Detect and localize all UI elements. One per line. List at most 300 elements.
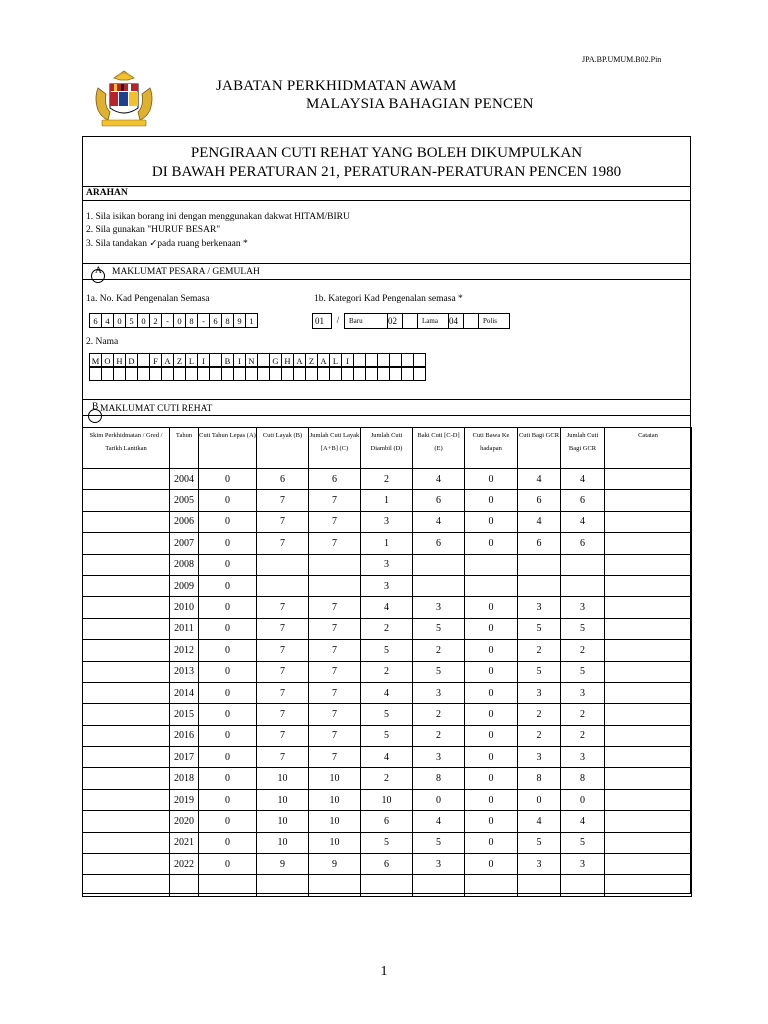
table-cell[interactable]: 4 bbox=[413, 511, 465, 532]
table-cell[interactable] bbox=[83, 811, 170, 832]
ic-char-box[interactable]: 4 bbox=[101, 313, 114, 328]
table-cell[interactable] bbox=[257, 875, 309, 896]
table-cell[interactable] bbox=[83, 725, 170, 746]
table-cell[interactable]: 5 bbox=[561, 832, 605, 853]
table-cell[interactable]: 3 bbox=[413, 747, 465, 768]
table-cell[interactable] bbox=[83, 832, 170, 853]
table-cell[interactable]: 10 bbox=[257, 789, 309, 810]
name-char-box[interactable]: L bbox=[185, 353, 198, 368]
ic-char-box[interactable]: 0 bbox=[113, 313, 126, 328]
column-header: Cuti Tahun Lepas (A) bbox=[199, 428, 257, 469]
table-cell[interactable]: 7 bbox=[257, 533, 309, 554]
table-cell[interactable] bbox=[413, 554, 465, 575]
table-cell[interactable] bbox=[83, 854, 170, 875]
name-char-box[interactable]: A bbox=[317, 353, 330, 368]
table-cell[interactable]: 0 bbox=[413, 789, 465, 810]
table-cell[interactable]: 7 bbox=[309, 640, 361, 661]
column-header: Tahun bbox=[170, 428, 199, 469]
table-cell[interactable]: 0 bbox=[465, 747, 518, 768]
table-cell[interactable]: 7 bbox=[309, 747, 361, 768]
table-cell[interactable]: 2022 bbox=[170, 854, 199, 875]
table-cell[interactable]: 10 bbox=[309, 789, 361, 810]
table-row bbox=[83, 533, 692, 554]
table-cell[interactable]: 2 bbox=[361, 768, 413, 789]
name-label: 2. Nama bbox=[86, 337, 119, 347]
column-header: Cuti Layak (B) bbox=[257, 428, 309, 469]
table-cell[interactable] bbox=[605, 811, 692, 832]
form-title bbox=[82, 144, 691, 182]
section-b-title: MAKLUMAT CUTI REHAT bbox=[100, 404, 213, 414]
table-cell[interactable]: 0 bbox=[561, 789, 605, 810]
name-char-box[interactable]: B bbox=[221, 353, 234, 368]
table-cell[interactable]: 0 bbox=[199, 597, 257, 618]
name-char-box[interactable]: H bbox=[113, 353, 126, 368]
name-char-box[interactable]: M bbox=[89, 353, 102, 368]
table-cell[interactable] bbox=[605, 768, 692, 789]
table-cell[interactable]: 7 bbox=[309, 725, 361, 746]
table-cell[interactable]: 5 bbox=[361, 832, 413, 853]
instruction-1: 1. Sila isikan borang ini dengan menggunakan dakwat HITAM/BIRU bbox=[86, 212, 350, 222]
table-cell[interactable]: 7 bbox=[257, 747, 309, 768]
table-cell[interactable]: 2013 bbox=[170, 661, 199, 682]
name-char-box[interactable]: A bbox=[293, 353, 306, 368]
table-cell[interactable]: 0 bbox=[199, 854, 257, 875]
table-cell[interactable]: 7 bbox=[309, 533, 361, 554]
table-cell[interactable]: 3 bbox=[561, 597, 605, 618]
arahan-label: ARAHAN bbox=[86, 188, 128, 198]
table-cell[interactable]: 6 bbox=[257, 469, 309, 490]
name-char-box[interactable]: G bbox=[269, 353, 282, 368]
table-cell[interactable]: 0 bbox=[465, 511, 518, 532]
table-cell[interactable] bbox=[83, 640, 170, 661]
table-cell[interactable] bbox=[605, 704, 692, 725]
table-cell[interactable]: 5 bbox=[361, 704, 413, 725]
table-cell[interactable]: 2 bbox=[361, 469, 413, 490]
ic-char-box[interactable]: 1 bbox=[245, 313, 258, 328]
name-char-box[interactable]: A bbox=[161, 353, 174, 368]
table-cell[interactable]: 5 bbox=[518, 661, 561, 682]
name-char-box[interactable]: H bbox=[281, 353, 294, 368]
ic-char-box[interactable]: 6 bbox=[209, 313, 222, 328]
table-cell[interactable]: 0 bbox=[465, 618, 518, 639]
column-header: Catatan bbox=[605, 428, 692, 469]
table-cell[interactable]: 2012 bbox=[170, 640, 199, 661]
table-cell[interactable]: 6 bbox=[309, 469, 361, 490]
table-cell[interactable]: 3 bbox=[561, 854, 605, 875]
table-cell[interactable] bbox=[413, 875, 465, 896]
form-title-line1: PENGIRAAN CUTI REHAT YANG BOLEH DIKUMPULKAN bbox=[190, 145, 583, 161]
table-cell[interactable]: 10 bbox=[309, 768, 361, 789]
table-cell[interactable]: 7 bbox=[309, 704, 361, 725]
table-cell[interactable]: 0 bbox=[199, 789, 257, 810]
table-cell[interactable]: 10 bbox=[309, 832, 361, 853]
table-cell[interactable]: 2 bbox=[413, 640, 465, 661]
divider bbox=[82, 200, 691, 201]
table-cell[interactable]: 0 bbox=[465, 811, 518, 832]
table-row bbox=[83, 725, 692, 746]
table-cell[interactable] bbox=[518, 575, 561, 596]
category-text-polis: Polis bbox=[478, 313, 510, 329]
table-cell[interactable] bbox=[83, 661, 170, 682]
table-header-row bbox=[83, 428, 692, 469]
table-cell[interactable]: 6 bbox=[561, 533, 605, 554]
form-reference-code: JPA.BP.UMUM.B02.Pin bbox=[582, 55, 662, 64]
name-char-box[interactable]: D bbox=[125, 353, 138, 368]
table-cell[interactable]: 3 bbox=[413, 597, 465, 618]
table-cell[interactable]: 6 bbox=[518, 490, 561, 511]
table-cell[interactable]: 2021 bbox=[170, 832, 199, 853]
table-cell[interactable]: 3 bbox=[518, 747, 561, 768]
table-cell[interactable] bbox=[605, 661, 692, 682]
table-cell[interactable] bbox=[561, 875, 605, 896]
table-cell[interactable] bbox=[413, 575, 465, 596]
table-row bbox=[83, 511, 692, 532]
table-cell[interactable]: 6 bbox=[361, 811, 413, 832]
leave-table bbox=[82, 427, 692, 897]
table-cell[interactable] bbox=[83, 575, 170, 596]
table-cell[interactable] bbox=[83, 704, 170, 725]
table-cell[interactable]: 0 bbox=[199, 747, 257, 768]
table-cell[interactable]: 7 bbox=[257, 661, 309, 682]
table-cell[interactable]: 8 bbox=[518, 768, 561, 789]
table-cell[interactable] bbox=[83, 875, 170, 896]
table-cell[interactable]: 10 bbox=[257, 832, 309, 853]
table-cell[interactable]: 3 bbox=[518, 854, 561, 875]
table-cell[interactable] bbox=[309, 554, 361, 575]
table-cell[interactable]: 5 bbox=[361, 640, 413, 661]
table-cell[interactable]: 10 bbox=[361, 789, 413, 810]
table-cell[interactable]: 1 bbox=[361, 533, 413, 554]
table-cell[interactable]: 2009 bbox=[170, 575, 199, 596]
table-cell[interactable]: 7 bbox=[257, 490, 309, 511]
table-row bbox=[83, 661, 692, 682]
table-cell[interactable]: 0 bbox=[199, 490, 257, 511]
ic-char-box[interactable]: 5 bbox=[125, 313, 138, 328]
table-cell[interactable]: 5 bbox=[561, 661, 605, 682]
table-cell[interactable]: 0 bbox=[465, 682, 518, 703]
table-cell[interactable]: 4 bbox=[361, 597, 413, 618]
name-char-box[interactable]: Z bbox=[305, 353, 318, 368]
table-cell[interactable] bbox=[605, 469, 692, 490]
table-cell[interactable]: 7 bbox=[257, 704, 309, 725]
table-cell[interactable]: 9 bbox=[257, 854, 309, 875]
table-cell[interactable]: 2 bbox=[361, 618, 413, 639]
table-cell[interactable]: 2020 bbox=[170, 811, 199, 832]
table-cell[interactable]: 0 bbox=[199, 725, 257, 746]
table-cell[interactable]: 3 bbox=[361, 554, 413, 575]
name-char-box-empty[interactable] bbox=[413, 366, 426, 381]
table-cell[interactable]: 0 bbox=[199, 533, 257, 554]
table-cell[interactable]: 10 bbox=[257, 811, 309, 832]
ic-char-box[interactable]: 8 bbox=[221, 313, 234, 328]
table-cell[interactable]: 2018 bbox=[170, 768, 199, 789]
table-cell[interactable]: 5 bbox=[413, 618, 465, 639]
table-row bbox=[83, 618, 692, 639]
table-cell[interactable]: 5 bbox=[361, 725, 413, 746]
name-char-box[interactable]: I bbox=[197, 353, 210, 368]
table-cell[interactable]: 0 bbox=[465, 469, 518, 490]
table-cell[interactable] bbox=[83, 533, 170, 554]
table-cell[interactable]: 5 bbox=[561, 618, 605, 639]
table-cell[interactable]: 0 bbox=[199, 704, 257, 725]
table-row bbox=[83, 832, 692, 853]
table-cell[interactable] bbox=[605, 640, 692, 661]
table-cell[interactable]: 3 bbox=[518, 597, 561, 618]
ic-char-box[interactable]: 8 bbox=[185, 313, 198, 328]
table-cell[interactable]: 4 bbox=[361, 682, 413, 703]
table-cell[interactable] bbox=[605, 597, 692, 618]
table-cell[interactable]: 0 bbox=[465, 661, 518, 682]
name-char-box[interactable]: I bbox=[233, 353, 246, 368]
column-header: Baki Cuti [C-D] (E) bbox=[413, 428, 465, 469]
name-char-box[interactable]: N bbox=[245, 353, 258, 368]
table-cell[interactable] bbox=[561, 575, 605, 596]
table-cell[interactable]: 0 bbox=[199, 682, 257, 703]
table-cell[interactable]: 0 bbox=[199, 511, 257, 532]
table-cell[interactable]: 0 bbox=[465, 789, 518, 810]
table-cell[interactable]: 8 bbox=[413, 768, 465, 789]
coat-of-arms-icon bbox=[88, 68, 160, 130]
table-cell[interactable]: 0 bbox=[465, 640, 518, 661]
name-char-box[interactable]: I bbox=[341, 353, 354, 368]
ic-char-box[interactable]: - bbox=[197, 313, 210, 328]
table-cell[interactable] bbox=[465, 575, 518, 596]
table-cell[interactable] bbox=[605, 511, 692, 532]
table-cell[interactable]: 6 bbox=[413, 533, 465, 554]
table-cell[interactable]: 0 bbox=[465, 854, 518, 875]
table-cell[interactable] bbox=[83, 597, 170, 618]
table-cell[interactable] bbox=[605, 875, 692, 896]
table-cell[interactable]: 2 bbox=[561, 725, 605, 746]
table-cell[interactable] bbox=[605, 554, 692, 575]
table-cell[interactable]: 6 bbox=[518, 533, 561, 554]
table-cell[interactable]: 7 bbox=[309, 511, 361, 532]
table-cell[interactable]: 2016 bbox=[170, 725, 199, 746]
table-cell[interactable]: 0 bbox=[465, 768, 518, 789]
table-cell[interactable]: 0 bbox=[465, 704, 518, 725]
table-cell[interactable]: 4 bbox=[413, 811, 465, 832]
table-cell[interactable]: 0 bbox=[199, 811, 257, 832]
table-cell[interactable] bbox=[465, 875, 518, 896]
category-code-baru: 01 bbox=[312, 313, 332, 329]
category-text-baru: Baru bbox=[344, 313, 388, 329]
table-cell[interactable]: 9 bbox=[309, 854, 361, 875]
table-row bbox=[83, 469, 692, 490]
table-cell[interactable]: 5 bbox=[413, 661, 465, 682]
table-cell[interactable]: 0 bbox=[199, 640, 257, 661]
table-cell[interactable]: 2017 bbox=[170, 747, 199, 768]
table-cell[interactable]: 2014 bbox=[170, 682, 199, 703]
table-cell[interactable] bbox=[83, 490, 170, 511]
table-cell[interactable] bbox=[605, 682, 692, 703]
table-cell[interactable]: 5 bbox=[518, 618, 561, 639]
table-cell[interactable]: 0 bbox=[199, 575, 257, 596]
table-cell[interactable] bbox=[257, 554, 309, 575]
table-cell[interactable]: 2 bbox=[413, 704, 465, 725]
table-cell[interactable]: 0 bbox=[518, 789, 561, 810]
table-cell[interactable] bbox=[605, 490, 692, 511]
table-cell[interactable] bbox=[83, 789, 170, 810]
table-cell[interactable]: 7 bbox=[257, 511, 309, 532]
table-cell[interactable]: 0 bbox=[465, 832, 518, 853]
table-cell[interactable]: 7 bbox=[257, 618, 309, 639]
ic-number-label: 1a. No. Kad Pengenalan Semasa bbox=[86, 294, 210, 304]
table-cell[interactable] bbox=[561, 554, 605, 575]
name-char-box[interactable]: L bbox=[329, 353, 342, 368]
table-cell[interactable]: 2006 bbox=[170, 511, 199, 532]
table-cell[interactable] bbox=[170, 875, 199, 896]
table-cell[interactable]: 2011 bbox=[170, 618, 199, 639]
table-cell[interactable]: 2010 bbox=[170, 597, 199, 618]
table-cell[interactable]: 0 bbox=[465, 490, 518, 511]
table-cell[interactable] bbox=[605, 725, 692, 746]
column-header: Jumlah Cuti Layak [A+B] (C) bbox=[309, 428, 361, 469]
page-number: 1 bbox=[380, 964, 388, 979]
ic-char-box[interactable]: 0 bbox=[137, 313, 150, 328]
table-cell[interactable]: 2004 bbox=[170, 469, 199, 490]
table-cell[interactable] bbox=[605, 854, 692, 875]
table-cell[interactable]: 6 bbox=[413, 490, 465, 511]
table-cell[interactable]: 0 bbox=[199, 768, 257, 789]
table-cell[interactable]: 6 bbox=[361, 854, 413, 875]
agency-name-line1: JABATAN PERKHIDMATAN AWAM bbox=[216, 78, 457, 94]
table-cell[interactable]: 4 bbox=[561, 811, 605, 832]
table-cell[interactable]: 2 bbox=[561, 640, 605, 661]
table-cell[interactable]: 0 bbox=[199, 554, 257, 575]
table-cell[interactable]: 2 bbox=[361, 661, 413, 682]
table-cell[interactable] bbox=[605, 575, 692, 596]
instruction-2: 2. Sila gunakan "HURUF BESAR" bbox=[86, 225, 221, 235]
table-cell[interactable]: 8 bbox=[561, 768, 605, 789]
table-cell[interactable]: 0 bbox=[199, 661, 257, 682]
table-cell[interactable]: 7 bbox=[257, 725, 309, 746]
table-cell[interactable]: 2 bbox=[561, 704, 605, 725]
table-cell[interactable]: 0 bbox=[199, 618, 257, 639]
table-cell[interactable]: 3 bbox=[561, 682, 605, 703]
table-cell[interactable] bbox=[83, 682, 170, 703]
table-cell[interactable]: 7 bbox=[257, 640, 309, 661]
divider bbox=[82, 279, 691, 280]
table-cell[interactable] bbox=[605, 747, 692, 768]
checkbox-polis[interactable] bbox=[463, 313, 479, 329]
ic-number-boxes[interactable] bbox=[90, 313, 258, 328]
instruction-3: 3. Sila tandakan ✓pada ruang berkenaan * bbox=[86, 239, 248, 249]
table-cell[interactable]: 3 bbox=[413, 854, 465, 875]
table-cell[interactable] bbox=[309, 575, 361, 596]
table-cell[interactable]: 4 bbox=[518, 811, 561, 832]
table-cell[interactable]: 7 bbox=[309, 682, 361, 703]
table-cell[interactable]: 2005 bbox=[170, 490, 199, 511]
ic-char-box[interactable]: - bbox=[161, 313, 174, 328]
table-cell[interactable]: 0 bbox=[199, 832, 257, 853]
table-cell[interactable] bbox=[605, 832, 692, 853]
ic-category-boxes[interactable] bbox=[312, 313, 510, 329]
table-cell[interactable] bbox=[465, 554, 518, 575]
table-cell[interactable]: 7 bbox=[309, 618, 361, 639]
table-cell[interactable] bbox=[309, 875, 361, 896]
ic-char-box[interactable]: 6 bbox=[89, 313, 102, 328]
table-cell[interactable]: 2 bbox=[518, 725, 561, 746]
table-cell[interactable] bbox=[518, 554, 561, 575]
table-cell[interactable]: 3 bbox=[561, 747, 605, 768]
table-cell[interactable] bbox=[83, 554, 170, 575]
name-char-box[interactable]: F bbox=[149, 353, 162, 368]
ic-char-box[interactable]: 9 bbox=[233, 313, 246, 328]
table-cell[interactable]: 4 bbox=[361, 747, 413, 768]
table-cell[interactable]: 7 bbox=[309, 661, 361, 682]
table-cell[interactable]: 4 bbox=[413, 469, 465, 490]
table-cell[interactable]: 3 bbox=[361, 575, 413, 596]
table-cell[interactable]: 0 bbox=[465, 597, 518, 618]
section-b-letter: B bbox=[92, 402, 99, 412]
table-cell[interactable]: 0 bbox=[465, 533, 518, 554]
table-cell[interactable] bbox=[83, 768, 170, 789]
table-cell[interactable] bbox=[518, 875, 561, 896]
table-cell[interactable] bbox=[199, 875, 257, 896]
table-cell[interactable]: 7 bbox=[309, 490, 361, 511]
category-separator: / bbox=[336, 315, 340, 325]
table-row bbox=[83, 682, 692, 703]
table-cell[interactable]: 0 bbox=[199, 469, 257, 490]
table-cell[interactable]: 3 bbox=[413, 682, 465, 703]
table-cell[interactable] bbox=[83, 469, 170, 490]
table-cell[interactable]: 7 bbox=[257, 597, 309, 618]
table-cell[interactable] bbox=[605, 618, 692, 639]
name-boxes-row2[interactable] bbox=[90, 367, 426, 381]
table-cell[interactable] bbox=[83, 747, 170, 768]
table-cell[interactable]: 3 bbox=[361, 511, 413, 532]
table-cell[interactable] bbox=[605, 533, 692, 554]
table-cell[interactable] bbox=[83, 618, 170, 639]
table-cell[interactable] bbox=[605, 789, 692, 810]
ic-char-box[interactable]: 2 bbox=[149, 313, 162, 328]
table-cell[interactable]: 2019 bbox=[170, 789, 199, 810]
table-cell[interactable]: 2 bbox=[413, 725, 465, 746]
table-cell[interactable] bbox=[361, 875, 413, 896]
table-cell[interactable]: 2 bbox=[518, 704, 561, 725]
table-row bbox=[83, 789, 692, 810]
table-cell[interactable]: 3 bbox=[518, 682, 561, 703]
table-cell[interactable]: 7 bbox=[257, 682, 309, 703]
table-cell[interactable]: 4 bbox=[518, 469, 561, 490]
table-cell[interactable]: 10 bbox=[257, 768, 309, 789]
table-row bbox=[83, 640, 692, 661]
table-cell[interactable]: 7 bbox=[309, 597, 361, 618]
ic-category-label: 1b. Kategori Kad Pengenalan semasa * bbox=[314, 294, 463, 304]
ic-char-box[interactable]: 0 bbox=[173, 313, 186, 328]
table-cell[interactable]: 2008 bbox=[170, 554, 199, 575]
column-header: Cuti Bagi GCR bbox=[518, 428, 561, 469]
table-cell[interactable]: 10 bbox=[309, 811, 361, 832]
name-char-box[interactable]: O bbox=[101, 353, 114, 368]
table-cell[interactable]: 2 bbox=[518, 640, 561, 661]
table-cell[interactable]: 5 bbox=[518, 832, 561, 853]
table-cell[interactable]: 4 bbox=[561, 469, 605, 490]
table-row bbox=[83, 811, 692, 832]
checkbox-lama[interactable] bbox=[402, 313, 418, 329]
name-char-box[interactable]: Z bbox=[173, 353, 186, 368]
table-cell[interactable] bbox=[257, 575, 309, 596]
table-cell[interactable]: 6 bbox=[561, 490, 605, 511]
table-cell[interactable]: 2015 bbox=[170, 704, 199, 725]
table-cell[interactable]: 1 bbox=[361, 490, 413, 511]
table-cell[interactable]: 4 bbox=[518, 511, 561, 532]
table-cell[interactable]: 4 bbox=[561, 511, 605, 532]
table-cell[interactable]: 0 bbox=[465, 725, 518, 746]
table-cell[interactable] bbox=[83, 511, 170, 532]
table-cell[interactable]: 5 bbox=[413, 832, 465, 853]
table-cell[interactable]: 2007 bbox=[170, 533, 199, 554]
